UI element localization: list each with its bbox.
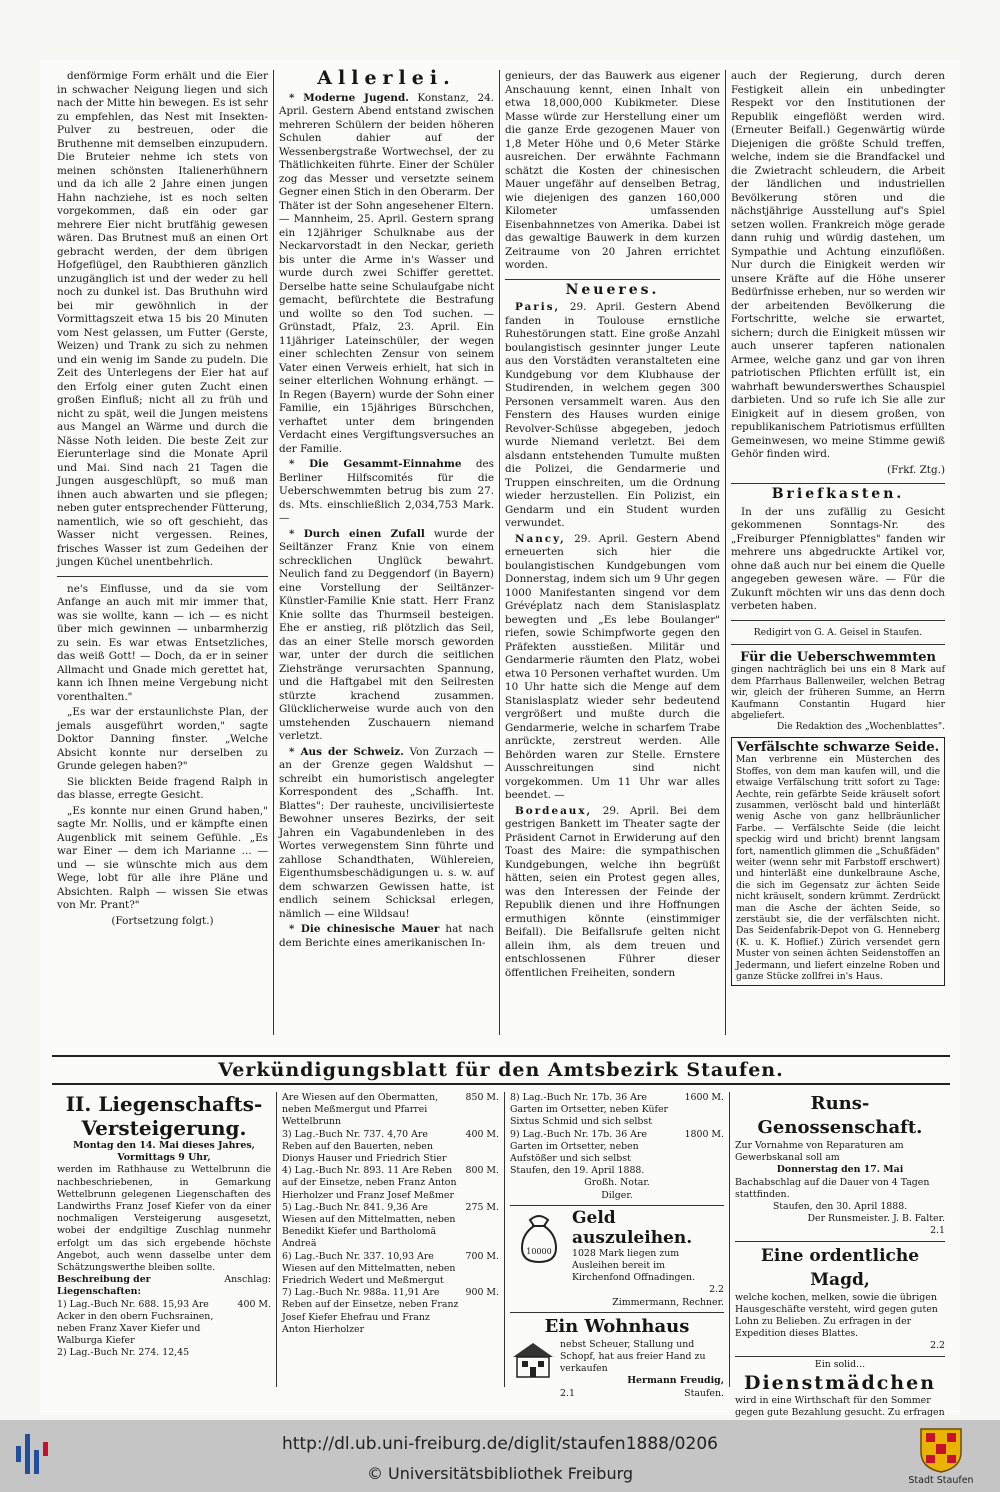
story-paragraph: „Es konnte nur einen Grund haben," sagte Mr. Nollis, und er kämpfte einen Augenblick mit seinem Gefühle. „Es war Einer — dem ich Marianne ... — und — sie wünschte mich aus dem Wege, lobt für alle ihre Pläne und Absichten. Ralph — wissen Sie etwas von Mr. Prant?" [57, 804, 268, 911]
silk-advertisement [731, 737, 945, 987]
news-item: Paris, 29. April. Gestern Abend fanden in Toulouse ernstliche Ruhestörungen statt. Eine große Anzahl boulangistisch gesinnter junger Leute aus den Vorstädten veranstalteten eine Kundgebung vor dem Klubhause der Studirenden, in welchem gegen 300 Personen versammelt waren. Aus den Fenstern des Hauses wurden einige Revolver-Schüsse abgegeben, jedoch wurde Niemand verletzt. Bei dem alsdann entstehenden Tumulte mußten die Polizei, die Gendarmerie und Truppen einschreiten, um die Ordnung wieder herzustellen. Ein Polizist, ein Gendarm und ein Student wurden verwundet. [505, 301, 720, 529]
house-icon [510, 1339, 556, 1400]
auction-lot: 8) Lag.-Buch Nr. 17b. 36 Are Garten im Ortsetter, neben Küfer Sixtus Schmid und sich selbst 1600 M. [510, 1092, 724, 1128]
auction-subheading: Beschreibung der Liegenschaften: Anschlag: [57, 1274, 271, 1298]
maid-ad [735, 1241, 945, 1353]
runs-text: Zur Vornahme von Reparaturen am Gewerbskanal soll am [735, 1140, 904, 1164]
house-ad [510, 1312, 724, 1400]
auction-text: werden im Rathhause zu Wettelbrunn die nachbeschriebenen, in Gemarkung Wettelbrunn gelegenen Liegenschaften des Landwirths Franz Josef Kiefer von da einer nochmaligen Versteigerung ausgesetzt, wobei der endgiltige Zuschlag nunmehr erfolgt um das sich ergebende höchste Angebot, auch wenn dasselbe unter dem Schätzungswerthe bleiben sollte. [57, 1164, 271, 1274]
copyright-text: © Universitätsbibliothek Freiburg [366, 1464, 634, 1483]
loan-text: 1028 Mark liegen zum Ausleihen bereit im Kirchenfond Offnadingen. [572, 1247, 696, 1284]
auction-lot: 9) Lag.-Buch Nr. 17b. 36 Are Garten im Ortsetter, neben Aufstößer und sich selbst 1800 M. [510, 1128, 724, 1165]
article-columns [52, 67, 950, 1035]
permalink-url[interactable]: http://dl.ub.uni-freiburg.de/diglit/staufen1888/0206 [282, 1434, 718, 1454]
loan-ad [510, 1205, 724, 1309]
section-heading-allerlei: Allerlei. [317, 67, 456, 89]
auction-lot: Are Wiesen auf den Obermatten, neben Meßmergut und Pfarrei Wettelbrunn 850 M. [282, 1092, 499, 1128]
news-item: * Die Gesammt-Einnahme des Berliner Hilfscomités für die Ueberschwemmten betrug bis zum 27. ds. Mts. einschließlich 2,034,753 Mark. — [279, 458, 494, 524]
auction-place-date: Staufen, den 19. April 1888. [510, 1165, 645, 1177]
maid-text: welche kochen, melken, sowie die übrigen Hausgeschäfte versteht, wird gegen guten Lohn zu Belieben. Zu erfragen in der Expedition dieses Blattes. [735, 1291, 938, 1340]
servant-text: wird in eine Wirthschaft für den Sommer gegen gute Bezahlung gesucht. Zu erfragen [735, 1394, 945, 1419]
notary-office: Großh. Notar. [584, 1177, 650, 1189]
auction-lot: 7) Lag.-Buch Nr. 988a. 11,91 Are Reben auf der Einsetze, neben Franz Josef Kiefer Ehefrau und Franz Anton Hierholzer 900 M. [282, 1287, 499, 1335]
auction-lot: 3) Lag.-Buch Nr. 737. 4,70 Are Reben auf den Bauerten, neben Dionys Hauser und Friedrich Stier 400 M. [282, 1128, 499, 1165]
news-item: * Moderne Jugend. Konstanz, 24. April. Gestern Abend entstand zwischen mehreren Schülern der beiden höheren Schulen dahier auf der Wessenbergstraße Wortwechsel, der zu Thätlichkeiten führte. Einer der Schüler zog das Messer und versetzte seinem Gegner einen Stich in den Oberarm. Der Thäter ist der Sohn angesehener Eltern. — Mannheim, 25. April. Gestern sprang ein 12jähriger Schulknabe aus der Neckarvorstadt in den Neckar, gerieth bis unter die Arme in's Wasser und wurde durch zwei Schiffer gerettet. Derselbe hatte seine Schulaufgabe nicht gemacht, befürchtete die Bestrafung und wollte so den Tod suchen. — Grünstadt, Pfalz, 23. April. Ein 11jähriger Lateinschüler, der wegen einer schlechten Zensur von seinem Vater einen Verweis erhielt, hat sich in seiner elterlichen Wohnung erhängt. — In Regen (Bayern) wurde der Sohn einer Familie, ein 15jähriges Bürschchen, verhaftet unter dem bringenden Verdacht eines Vergiftungsversuches an der Familie. [279, 91, 494, 455]
crest-label: Stadt Staufen [908, 1475, 974, 1486]
advertisement-section [52, 1092, 950, 1419]
maid-number: 2.2 [930, 1340, 945, 1352]
source-note: (Frkf. Ztg.) [886, 463, 945, 476]
house-text: nebst Scheuer, Stallung und Schopf, hat aus freier Hand zu verkaufen [560, 1338, 706, 1375]
news-item: Bordeaux, 29. April. Bei dem gestrigen Bankett im Theater sagte der Präsident Carnot in Erwiderung auf den Toast des Maire: die sympathischen Kundgebungen, welche ihn begrüßt hätten, seien ein Protest gegen alles, was den Interessen der Feinde der Republik dienen und ihre Hoffnungen ermuthigen könnte (einstimmiger Beifall). Die Beifallsrufe gelten nicht allein ihm, als dem treuen und entschlossenen Führer dieser öffentlichen Freiheiten, sondern [505, 804, 720, 979]
story-paragraph: Sie blickten Beide fragend Ralph in das blasse, erregte Gesicht. [57, 775, 268, 801]
auction-lot: 2) Lag.-Buch Nr. 274. 12,45 [57, 1347, 190, 1359]
poultry-article: denförmige Form erhält und die Eier in schwacher Neigung liegen und sich nach der Mitte hin bewegen. Es ist sehr zu empfehlen, das Nest mit Insekten-Pulver zu bestreuen, oder die Bruthenne mit demselben einzupudern. Die Bruteier nehme ich stets von meinen schönsten Italienerhühnern und da ich alle 2 Jahre einen jungen Hahn nachziehe, ist es noch selten vorgekommen, daß ein oder gar mehrere Eier nicht brutfähig gewesen wären. Das Brutnest muß an einen Ort gebracht werden, der dem übrigen Hofgeflügel, den Raubthieren gänzlich unzugänglich ist und der weder zu hell noch zu dunkel ist. Das Bruthuhn wird bei mir gewöhnlich in der Vormittagszeit etwa 15 bis 20 Minuten vom Nest gelassen, um Futter (Gerste, Weizen) und Trank zu sich zu nehmen und ein wenig im Sande zu pudeln. Die Zeit des Unterlegens der Eier hat auf den Erfolg einer guten Zucht einen großen Einfluß; nicht all zu früh und nicht zu spät, weil die Jungen meistens aus Mangel an Wärme und durch die Nässe Noth leiden. Die beste Zeit zur Eierunterlage sind die Monate April und Mai. Sind nach 21 Tagen die Jungen ausgeschlüpft, so muß man ihnen auch abwarten und sie pflegen; neben guter entsprechender Fütterung, namentlich, wie so oft geschieht, das Wasser nicht vergessen. Reines, frisches Wasser ist zum Gedeihen der jungen Küchel unentbehrlich. [57, 70, 268, 568]
notices-column [505, 1092, 730, 1399]
news-item: Nancy, 29. April. Gestern Abend erneuerten sich hier die boulangistischen Kundgebungen vom Donnerstag, indem sich um 9 Uhr gegen 1000 Manifestanten singend vor dem Grévéplatz nach dem Stanislasplatz bewegten und „Es lebe Boulanger" riefen, sowie Schimpfworte gegen den Präfekten ausstießen. Militär und Gendarmerie räumten den Platz, wobei etwa 10 Personen verhaftet wurden. Um 10 Uhr hatte sich die Menge auf dem Stanislasplatz wieder sehr bedeutend vergrößert und mußte durch die Gendarmerie, welche in scharfem Trabe anrückte, zerstreut werden. Alle Behörden waren zur Stelle. Ernstere Ausschreitungen sind nicht vorgekommen. Um 11 Uhr war alles beendet. — [505, 532, 720, 801]
runs-sign: Der Runsmeister. J. B. Falter. [807, 1213, 945, 1225]
flood-donation-heading: Für die Ueberschwemmten [740, 649, 936, 665]
column-divider [731, 620, 945, 621]
flood-donation-text: gingen nachträglich bei uns ein 8 Mark auf dem Pfarrhaus Ballenweiler, welchen Betrag wir, gleich der früheren Summe, an Herrn Kaufmann Constantin Hugard hier abgeliefert. [731, 664, 945, 722]
silk-ad-heading: Verfälschte schwarze Seide. [736, 739, 940, 755]
official-gazette-banner: Verkündigungsblatt für den Amtsbezirk Staufen. [52, 1055, 950, 1085]
news-item: * Aus der Schweiz. Von Zurzach — an der Grenze gegen Waldshut — schreibt ein humoristisch angelegter Korrespondent des „Schaffh. Int. Blattes": Der rauheste, uncivilisierteste Bewohner unseres Bezirks, der seit Jahren ein Vagabundenleben in des Wortes verwegenstem Sinn führte und zahllose Schandthaten, Wühlereien, Eigenthumsbeschädigungen u. s. w. auf dem schwarzen Gewissen hatte, ist endlich seinem Schicksal erlegen, nämlich — eine Wildsau! [279, 745, 495, 920]
runs-text2: Bachabschlag auf die Dauer von 4 Tagen stattfinden. [735, 1176, 930, 1200]
column-divider [57, 576, 268, 577]
flood-donation-sign: Die Redaktion des „Wochenblattes". [776, 721, 945, 733]
viewer-footer [0, 1420, 1000, 1492]
money-bag-icon [510, 1208, 568, 1309]
editor-note: Redigirt von G. A. Geisel in Staufen. [753, 626, 923, 638]
loan-number: 2.2 [709, 1284, 724, 1296]
auction-lot: 4) Lag.-Buch Nr. 893. 11 Are Reben auf der Einsetze, neben Franz Anton Hierholzer und Franz Josef Meßmer 800 M. [282, 1165, 499, 1201]
continuation-note: (Fortsetzung folgt.) [111, 914, 214, 927]
servant-pre: Ein solid... [814, 1358, 866, 1370]
news-item: * Die chinesische Mauer hat nach dem Berichte eines amerikanischen In- [279, 923, 494, 949]
column-3 [500, 70, 726, 1035]
auction-notice [52, 1092, 277, 1387]
loan-sign: Zimmermann, Rechner. [612, 1296, 724, 1308]
auction-date: Montag den 14. Mai dieses Jahres, Vormittags 9 Uhr, [73, 1140, 255, 1164]
runs-date: Donnerstag den 17. Mai [776, 1164, 904, 1176]
house-seller: Hermann Freudig, [627, 1375, 724, 1387]
runs-place: Staufen, den 30. April 1888. [772, 1201, 908, 1213]
auction-lot: 1) Lag.-Buch Nr. 688. 15,93 Are Acker in den obern Fuchsrainen, neben Franz Xaver Kiefer und Walburga Kiefer 400 M. [57, 1298, 271, 1347]
house-heading: Ein Wohnhaus [544, 1315, 690, 1337]
house-footer: 2.1 Staufen. [560, 1387, 724, 1399]
servant-heading: Dienstmädchen [743, 1371, 937, 1394]
loan-heading: Geld auszuleihen. [572, 1207, 693, 1248]
news-item: * Durch einen Zufall wurde der Seiltänzer Franz Knie von einem schrecklichen Unglück bewahrt. Neulich fand zu Deggendorf (in Bayern) eine Vorstellung der Seiltänzer-Künstler-Familie Knie statt. Herr Franz Knie sollte das Thurmseil besteigen. Ehe er anstieg, riß plötzlich das Seil, das an einer Stelle morsch geworden war, unter der durch die seitlichen Ziehstränge verursachten Spannung, und die Haftgabel mit den Seilresten stürzte krachend zusammen. Glücklicherweise wurde auch von den umstehenden Zuschauern niemand verletzt. [279, 527, 494, 742]
section-heading-neueres: Neueres. [505, 279, 720, 298]
runs-heading: Runs-Genossenschaft. [757, 1093, 923, 1138]
maid-heading: Eine ordentliche Magd, [760, 1245, 920, 1290]
silk-ad-text: Man verbrenne ein Müsterchen des Stoffes, von dem man kaufen will, und die etwaige Verfälschung tritt sofort zu Tage: Aechte, rein gefärbte Seide kräuselt sofort zusammen, verlöscht bald und hinterläßt wenig Asche von ganz hellbräunlicher Farbe. — Verfälschte Seide (die leicht speckig wird und bricht) brennt langsam fort, namentlich glimmen die „Schußfäden" weiter (wenn sehr mit Farbstoff erschwert) und hinterläßt eine dunkelbraune Asche, die sich im Gegensatz zur ächten Seide nicht kräuselt, sondern krümmt. Zerdrückt man die Asche der ächten Seide, so zerstäubt sie, die der verfälschten nicht. Das Seidenfabrik-Depot von G. Henneberg (K. u. K. Hoflief.) Zürich versendet gern Muster von seinen ächten Seidenstoffen an Jedermann, und liefert einzelne Roben und ganze Stücke zollfrei in's Haus. [736, 754, 940, 983]
column-2 [274, 67, 500, 1035]
money-bag-label: 10000 [526, 1247, 552, 1257]
auction-lot: 6) Lag.-Buch Nr. 337. 10,93 Are Wiesen auf den Mittelmatten, neben Friedrich Wedert und Meßmergut 700 M. [282, 1250, 499, 1287]
carnot-speech-continued: auch der Regierung, durch deren Festigkeit allein ein unbedingter Respekt vor den Institutionen der Republik eingeflößt werden wird. (Erneuter Beifall.) Gegenwärtig würde Diejenigen die größte Schuld treffen, welche, indem sie die Brandfackel und die Zwietracht schleudern, die Arbeit der ländlichen und industriellen Bevölkerung stören und die nächstjährige Ausstellung auf's Spiel setzen wollen. Frankreich möge gerade dann ruhig und würdig dastehen, um Sympathie und Achtung einzuflößen. Nur durch die Einigkeit werden wir unsere Kräfte auf die Höhe unserer Bedürfnisse erheben, nur so werden wir der arbeitenden Bevölkerung die Fortschritte, welche sie erwartet, sichern; durch die Einigkeit müssen wir auch unserer tapferen nationalen Armee, welche ganz und gar von ihren patriotischen Pflichten erfüllt ist, ein wahrhaft bewunderswerthes Schauspiel darbieten. Und so rufe ich Sie alle zur Einigkeit auf in diesem großen, von republikanischem Patriotismus erfüllten Gemeinwesen, wo meine Stimme gewiß Gehör finden wird. [731, 70, 945, 460]
story-paragraph: ne's Einflusse, und da sie vom Anfange an auch mit mir immer that, was sie wollte, kann — ich — es nicht über mich gewinnen — unbarmherzig zu sein. Es war etwas Entsetzliches, das weiß Gott! — Doch, da er in seiner Allmacht und Gnade mich gerettet hat, kann ich Ihnen meine Vergebung nicht vorenthalten." [57, 582, 268, 703]
auction-lots-continued [277, 1092, 505, 1387]
column-1 [52, 70, 274, 1035]
story-paragraph: „Es war der erstaunlichste Plan, der jemals ausgeführt worden," sagte Doktor Danning finster. „Welche Absicht konnte nur derselben zu Grunde gelegen haben?" [57, 706, 268, 772]
china-wall-continued: genieurs, der das Bauwerk aus eigener Anschauung kennt, einen Inhalt von etwa 18,000,000 Kubikmeter. Diese Masse würde zur Herstellung einer um die ganze Erde gezogenen Mauer von 1,8 Meter Höhe und 0,6 Meter Stärke ausreichen. Der erwähnte Fachmann schätzt die Kosten der chinesischen Mauer ungefähr auf denselben Betrag, wie diejenigen des ganzen 160,000 Kilometer umfassenden Eisenbahnnetzes von Amerika. Dabei ist das gewaltige Bauwerk in dem kurzen Zeitraume von 20 Jahren errichtet worden. [505, 70, 720, 271]
coat-of-arms-icon [918, 1426, 964, 1474]
notices-column-right [730, 1092, 950, 1419]
auction-lot: 5) Lag.-Buch Nr. 841. 9,36 Are Wiesen auf den Mittelmatten, neben Benedikt Kiefer und Bartholomä Andreä 275 M. [282, 1201, 499, 1250]
column-divider [731, 644, 945, 645]
briefkasten-text: In der uns zufällig zu Gesicht gekommenen Sonntags-Nr. des „Freiburger Pfennigblattes" fanden wir mehrere uns abgedruckte Artikel vor, ohne daß auch nur bei einem die Quelle angegeben gewesen wäre. — Für die Zukunft möchten wir uns das denn doch verbeten haben. [731, 505, 945, 612]
section-heading-briefkasten: Briefkasten. [731, 483, 945, 502]
column-4 [726, 70, 950, 1035]
notary-name: Dilger. [601, 1189, 633, 1201]
auction-heading: II. Liegenschafts- [65, 1092, 263, 1116]
runs-number: 2.1 [930, 1225, 945, 1237]
auction-heading: Versteigerung. [81, 1116, 247, 1140]
